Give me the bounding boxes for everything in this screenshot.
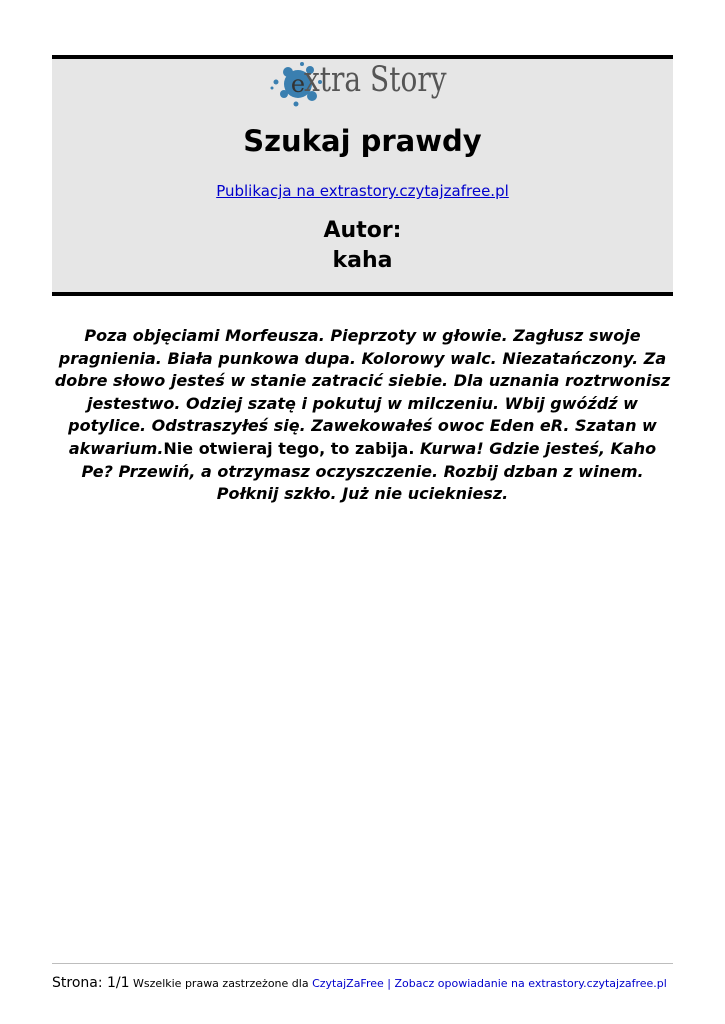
footer — [52, 975, 667, 991]
author-name: kaha — [332, 248, 393, 273]
author-label: Autor: — [323, 218, 402, 243]
story-part-1: Poza objęciami Morfeusza. Pieprzoty w głowie. Zagłusz swoje pragnienia. Biała punkowa dupa. Kolorowy walc. Niezatańczony. Za dobre słowo jesteś w stanie zatracić siebie. Dla uznania roztrwonisz jestestwo. Odziej szatę i pokutuj w milczeniu. Wbij gwóźdź w potylice. Odstraszyłeś się. Zawekowałeś owoc Eden eR. Szatan w akwarium. — [54, 326, 671, 458]
publication-link[interactable]: Publikacja na extrastory.czytajzafree.pl — [216, 182, 509, 200]
story-part-2: Nie otwieraj tego, to zabija. — [163, 438, 420, 458]
logo-text: xtra Story — [304, 60, 447, 100]
story-link[interactable]: Zobacz opowiadanie na extrastory.czytajzafree.pl — [394, 977, 667, 990]
page-title: Szukaj prawdy — [243, 124, 482, 158]
story-part-3: Kurwa! Gdzie jesteś, Kaho Pe? Przewiń, a otrzymasz oczyszczenie. Rozbij dzban z winem. Połknij szkło. Już nie uciekniesz. — [81, 438, 657, 504]
footer-separator: | — [387, 977, 391, 990]
czytajzafree-link[interactable]: CzytajZaFree — [312, 977, 384, 990]
page-number: Strona: 1/1 — [52, 975, 130, 991]
footer-divider — [52, 963, 673, 964]
rights-text: Wszelkie prawa zastrzeżone dla — [133, 977, 309, 990]
story-text — [52, 325, 673, 506]
svg-text:e: e — [290, 70, 306, 98]
